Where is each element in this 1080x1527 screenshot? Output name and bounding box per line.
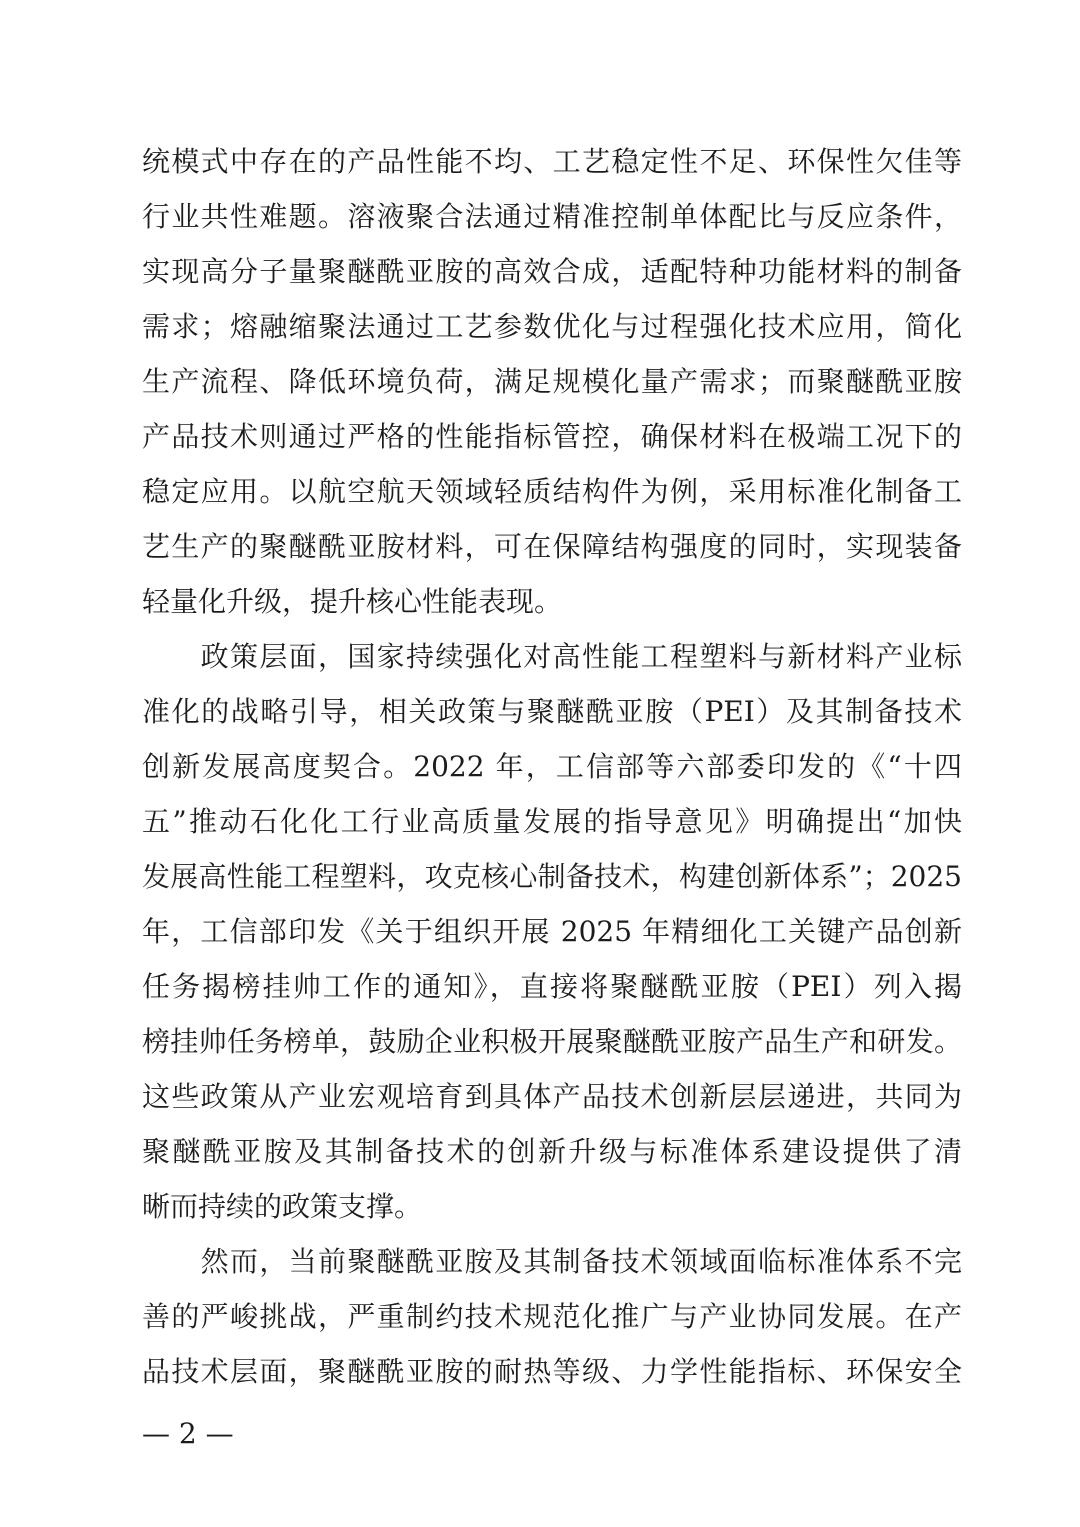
paragraph-3 xyxy=(142,1234,962,1399)
text-line: 统模式中存在的产品性能不均、工艺稳定性不足、环保性欠佳等 xyxy=(142,145,962,178)
text-line: 聚醚酰亚胺及其制备技术的创新升级与标准体系建设提供了清 xyxy=(142,1135,962,1168)
text-line: 产品技术则通过严格的性能指标管控，确保材料在极端工况下的 xyxy=(142,420,962,453)
text-line: 政策层面，国家持续强化对高性能工程塑料与新材料产业标 xyxy=(142,640,962,673)
paragraph-1 xyxy=(142,134,962,629)
text-line: 需求；熔融缩聚法通过工艺参数优化与过程强化技术应用，简化 xyxy=(142,310,962,343)
text-line: 创新发展高度契合。2022 年，工信部等六部委印发的《“十四 xyxy=(142,750,962,783)
text-line: 品技术层面，聚醚酰亚胺的耐热等级、力学性能指标、环保安全 xyxy=(142,1355,962,1388)
text-line: 行业共性难题。溶液聚合法通过精准控制单体配比与反应条件， xyxy=(142,200,962,233)
paragraph-2 xyxy=(142,629,962,1234)
text-line: 然而，当前聚醚酰亚胺及其制备技术领域面临标准体系不完 xyxy=(142,1245,962,1278)
text-line: 实现高分子量聚醚酰亚胺的高效合成，适配特种功能材料的制备 xyxy=(142,255,962,288)
text-line: 五”推动石化化工行业高质量发展的指导意见》明确提出“加快 xyxy=(142,805,962,838)
text-line: 准化的战略引导，相关政策与聚醚酰亚胺（PEI）及其制备技术 xyxy=(142,695,962,728)
text-line: 艺生产的聚醚酰亚胺材料，可在保障结构强度的同时，实现装备 xyxy=(142,530,962,563)
text-line: 生产流程、降低环境负荷，满足规模化量产需求；而聚醚酰亚胺 xyxy=(142,365,962,398)
text-line: 这些政策从产业宏观培育到具体产品技术创新层层递进，共同为 xyxy=(142,1080,962,1113)
body-text xyxy=(142,134,962,1399)
text-line: 年，工信部印发《关于组织开展 2025 年精细化工关键产品创新 xyxy=(142,915,962,948)
text-line: 任务揭榜挂帅工作的通知》，直接将聚醚酰亚胺（PEI）列入揭 xyxy=(142,970,962,1003)
text-line: 稳定应用。以航空航天领域轻质结构件为例，采用标准化制备工 xyxy=(142,475,962,508)
page-number: — 2 — xyxy=(142,1417,234,1450)
text-line: 发展高性能工程塑料，攻克核心制备技术，构建创新体系”；2025 xyxy=(142,860,962,893)
text-line: 晰而持续的政策支撑。 xyxy=(142,1190,423,1223)
text-line: 榜挂帅任务榜单，鼓励企业积极开展聚醚酰亚胺产品生产和研发。 xyxy=(142,1025,962,1058)
text-line: 轻量化升级，提升核心性能表现。 xyxy=(142,585,563,618)
text-line: 善的严峻挑战，严重制约技术规范化推广与产业协同发展。在产 xyxy=(142,1300,962,1333)
